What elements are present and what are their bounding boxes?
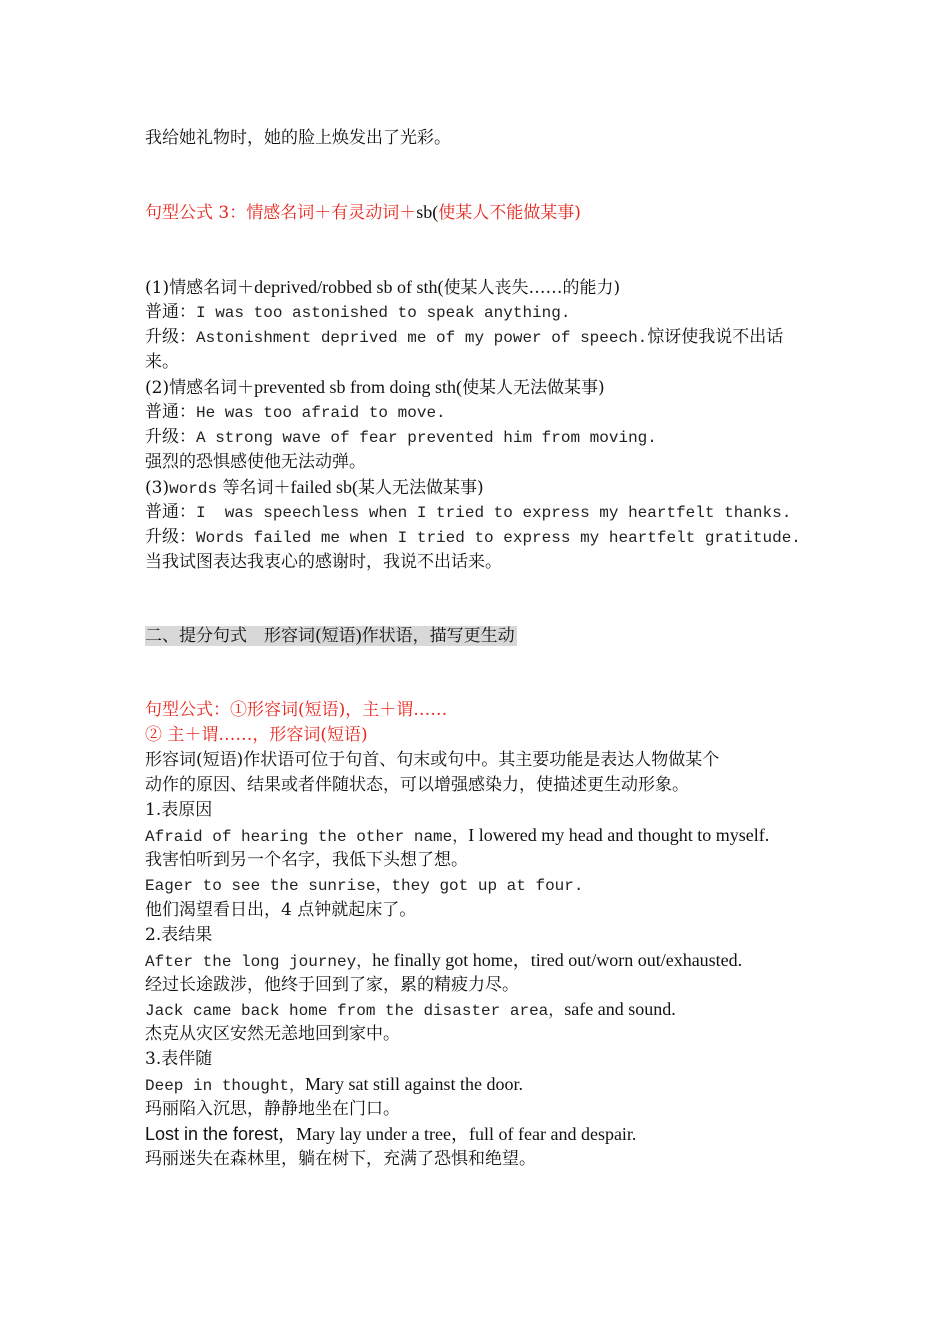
example-line: 普通：I was speechless when I tried to express my heartfelt thanks. xyxy=(145,502,792,522)
subheading: (3)words 等名词＋failed sb(某人无法做某事) xyxy=(145,477,484,498)
text-line: 形容词(短语)作状语可位于句首、句末或句中。其主要功能是表达人物做某个 xyxy=(145,750,720,770)
example-line: Jack came back home from the disaster area，safe and sound. xyxy=(145,999,676,1020)
subheading: (2)情感名词＋prevented sb from doing sth(使某人无法做某事) xyxy=(145,377,605,398)
formula-heading-3: 句型公式 3：情感名词＋有灵动词＋sb(使某人不能做某事) xyxy=(145,202,581,223)
example-line: Afraid of hearing the other name，I lowered my head and thought to myself. xyxy=(145,825,770,846)
text-line: 动作的原因、结果或者伴随状态，可以增强感染力，使描述更生动形象。 xyxy=(145,775,689,795)
text-line: 玛丽迷失在森林里，躺在树下，充满了恐惧和绝望。 xyxy=(145,1149,536,1169)
text-line: 我害怕听到另一个名字，我低下头想了想。 xyxy=(145,850,468,870)
example-line: 升级：Words failed me when I tried to express my heartfelt gratitude. xyxy=(145,527,801,547)
text-line: 当我试图表达我衷心的感谢时，我说不出话来。 xyxy=(145,552,502,572)
example-line: After the long journey，he finally got home，tired out/worn out/exhausted. xyxy=(145,950,743,971)
example-line: 普通：He was too afraid to move. xyxy=(145,402,446,422)
subheading: (1)情感名词＋deprived/robbed sb of sth(使某人丧失……的能力) xyxy=(145,277,621,298)
text-line: 来。 xyxy=(145,352,179,372)
text-line: 强烈的恐惧感使他无法动弹。 xyxy=(145,452,366,472)
list-heading: 2.表结果 xyxy=(145,925,213,945)
section-heading: 二、提分句式 形容词(短语)作状语，描写更生动 xyxy=(145,625,515,646)
example-line: 升级：Astonishment deprived me of my power of speech.惊讶使我说不出话 xyxy=(145,327,784,347)
list-heading: 1.表原因 xyxy=(145,800,213,820)
text-line: 他们渴望看日出，4 点钟就起床了。 xyxy=(145,900,417,920)
formula-heading: 句型公式：①形容词(短语)，主＋谓…… xyxy=(145,700,448,720)
text-line: 玛丽陷入沉思，静静地坐在门口。 xyxy=(145,1099,400,1119)
example-line: Deep in thought，Mary sat still against the door. xyxy=(145,1074,523,1095)
text-line: 经过长途跋涉，他终于回到了家，累的精疲力尽。 xyxy=(145,975,519,995)
example-line: 升级：A strong wave of fear prevented him from moving. xyxy=(145,427,657,447)
example-line: Eager to see the sunrise，they got up at four. xyxy=(145,877,584,895)
text-line: 我给她礼物时，她的脸上焕发出了光彩。 xyxy=(145,128,451,148)
example-line: Lost in the forest，Mary lay under a tree，full of fear and despair. xyxy=(145,1124,637,1144)
text-line: 杰克从灾区安然无恙地回到家中。 xyxy=(145,1024,400,1044)
list-heading: 3.表伴随 xyxy=(145,1049,213,1069)
example-line: 普通：I was too astonished to speak anything. xyxy=(145,302,571,322)
formula-heading: ② 主＋谓……，形容词(短语) xyxy=(145,725,368,745)
